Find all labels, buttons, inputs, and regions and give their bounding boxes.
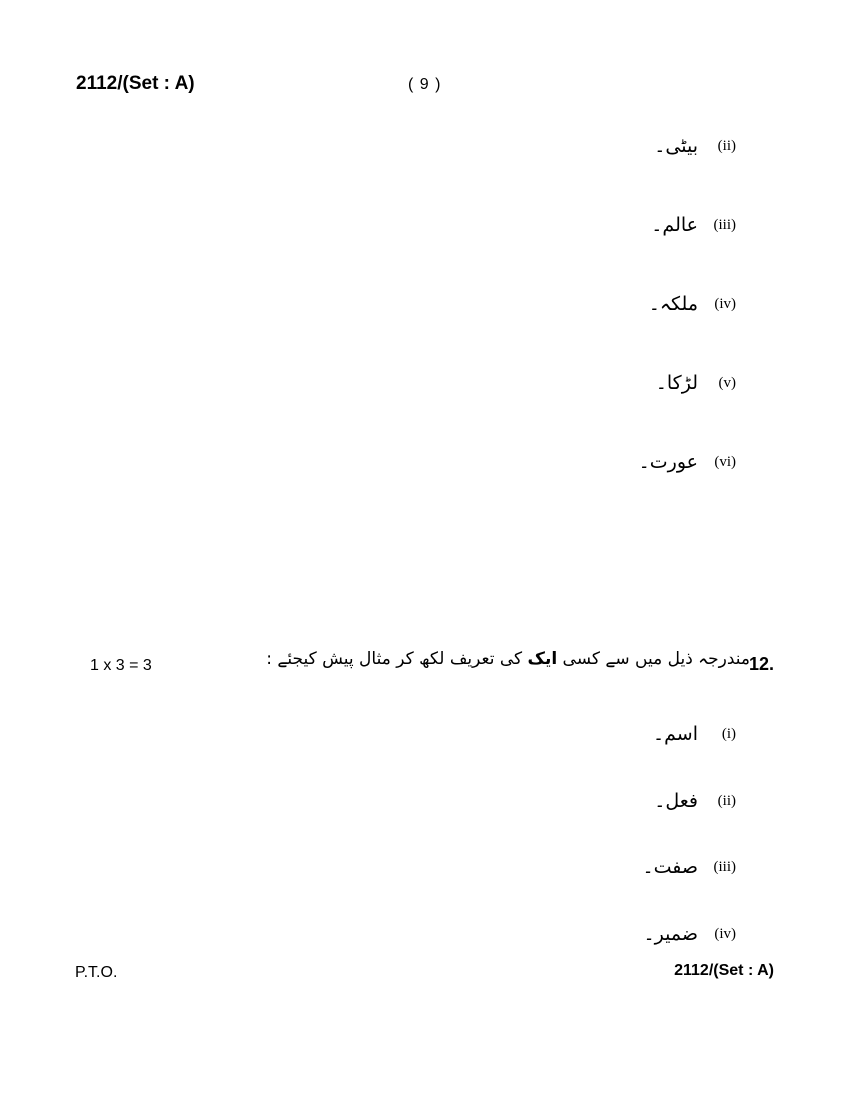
item-text: ملکہ۔ bbox=[648, 293, 698, 315]
question-text bbox=[266, 648, 750, 669]
item-text: بیٹی۔ bbox=[654, 135, 698, 157]
item-label: (vi) bbox=[714, 453, 736, 470]
page-number: ( 9 ) bbox=[408, 76, 442, 93]
footer-pto: P.T.O. bbox=[75, 964, 118, 981]
item-text: اسم۔ bbox=[653, 723, 698, 745]
item-label: (i) bbox=[721, 725, 736, 742]
item-text: عالم۔ bbox=[651, 214, 698, 236]
list-item bbox=[653, 719, 736, 749]
list-item bbox=[656, 368, 736, 398]
item-label: (iv) bbox=[714, 295, 736, 312]
footer-paper-code: 2112/(Set : A) bbox=[674, 962, 774, 979]
item-label: (iii) bbox=[713, 216, 736, 233]
list-item bbox=[639, 447, 736, 477]
item-label: (v) bbox=[718, 374, 736, 391]
list-item bbox=[649, 289, 736, 319]
header-paper-code: 2112/(Set : A) bbox=[76, 73, 195, 94]
list-item bbox=[654, 131, 736, 161]
question-text-before: مندرجہ ذیل میں سے کسی bbox=[557, 649, 750, 669]
list-item bbox=[644, 919, 736, 949]
question-number: 12. bbox=[748, 654, 774, 674]
item-text: عورت۔ bbox=[638, 451, 698, 473]
item-label: (ii) bbox=[717, 137, 736, 154]
item-text: صفت۔ bbox=[642, 856, 698, 878]
item-label: (iv) bbox=[714, 925, 736, 942]
list-item bbox=[654, 786, 736, 816]
question-marks: 1 x 3 = 3 bbox=[90, 657, 152, 674]
item-text: فعل۔ bbox=[654, 790, 698, 812]
item-text: ضمیر۔ bbox=[643, 923, 698, 945]
item-label: (ii) bbox=[717, 792, 736, 809]
question-text-emphasis: ایک bbox=[527, 649, 558, 669]
question-text-after: کی تعریف لکھ کر مثال پیش کیجئے : bbox=[266, 649, 528, 669]
list-item bbox=[651, 210, 736, 240]
list-item bbox=[642, 852, 736, 882]
item-text: لڑکا۔ bbox=[655, 372, 698, 394]
item-label: (iii) bbox=[713, 858, 736, 875]
